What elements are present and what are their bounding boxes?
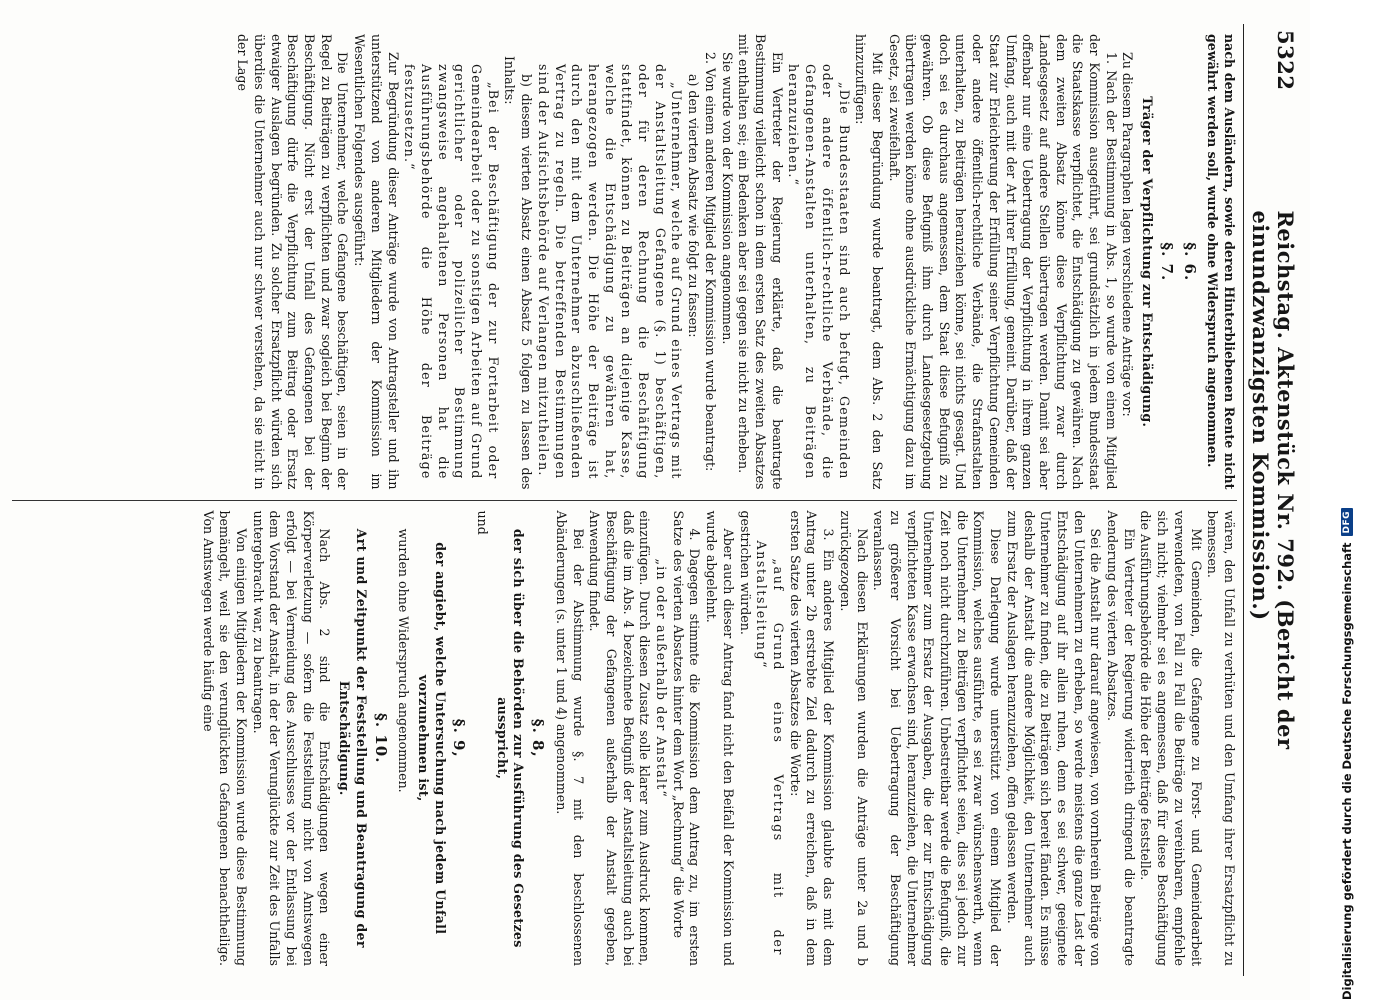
text-columns: [12, 24, 1237, 976]
paragraph: 1. Nach der Bestimmung in Abs. 1, so wurde von einem Mitglied der Kommission ausgeführt, sei grundsätzlich in jedem Bundesstaat die Staatskasse verpflichtet, die Entschädigung zu gewähren. Nach dem zweiten Absatz könne diese Verpflichtung zwar durch Landesgesetz auf andere Stellen übertragen werden. Damit sei aber offenbar nur eine Uebertragung der Verpflichtung in ihrem ganzen Umfang, auch mit der Art ihrer Erfüllung, gemeint. Darüber, daß der Staat zur Erleichterung der Erfüllung seiner Verpflichtung Gemeinden oder andere öffentlich-rechtliche Verbände, die Strafanstalten unterhalten, zu Beiträgen heranziehen könne, sei nichts gesagt. Und doch sei es durchaus angemessen, dem Staat diese Befugniß zu gewähren. Ob diese Befugniß ihm durch Landesgesetzgebung übertragen werden könne ohne ausdrückliche Ermächtigung dazu im Gesetz, sei zweifelhaft.: [886, 34, 1119, 490]
section-10-heading: §. 10.: [371, 713, 390, 764]
paragraph: Diese Darlegung wurde unterstützt von einem Mitglied der Kommission, welches ausführte, es sei zwar wünschenswerth, wenn die Unternehmer zu Beiträgen verpflichtet seien, dies sei jedoch zur Zeit noch nicht durchzuführen. Unbestreitbar werde die Befugniß, die Unternehmer zum Ersatz der Ausgaben, die der zur Entschädigung verpflichteten Kasse erwachsen sind, heranzuziehen, die Unternehmer zu größerer Vorsicht bei Uebertragung der Beschäftigung veranlassen.: [871, 510, 1004, 966]
paragraph: Aber auch dieser Antrag fand nicht den Beifall der Kommission und wurde abgelehnt.: [704, 510, 736, 966]
paragraph: 4. Dagegen stimmte die Kommission dem Antrag zu, im ersten Satze des vierten Absatzes hinter dem Wort „Rechnung“ die Worte: [670, 510, 703, 966]
paragraph: Sei die Anstalt nur darauf angewiesen, von vornherein Beiträge von den Unternehmern zu erheben, so werde meistens die ganze Last der Entschädigung auf ihr allein ruhen, denn es sei schwer, geeignete Unternehmer zu finden, die zu Beiträgen sich bereit fänden. Es müsse deshalb der Anstalt die andere Möglichkeit, den Unternehmer auch zum Ersatz der Auslagen heranzuziehen, offen gelassen werden.: [1004, 510, 1104, 966]
paragraph: wurden ohne Widerspruch angenommen.: [396, 528, 412, 793]
paragraph: Zur Begründung dieser Anträge wurde von Antragsteller und ihn unterstützend von anderen Mitgliedern der Kommission im Wesentlichen Folgendes ausgeführt:: [352, 34, 401, 490]
section-6-heading: §. 6.: [1180, 242, 1199, 282]
paragraph: Ein Vertreter der Regierung erklärte, daß die beantragte Bestimmung vielleicht schon in dem ersten Satz des zweiten Absatzes mit enthalten sei; ein Bedenken aber sei gegen sie nicht zu erheben.: [736, 34, 785, 490]
section-7-heading: §. 7.: [1157, 242, 1176, 282]
credit-text: Digitalisierung gefördert durch die Deutsche Forschungsgemeinschaft: [1340, 542, 1354, 1000]
paragraph: gestrichen würden.: [737, 510, 753, 635]
header-rule: [1243, 24, 1244, 976]
quoted-text: „in oder außerhalb der Anstalt“: [654, 558, 670, 799]
paragraph: 3. Ein anderes Mitglied der Kommission glaubte das mit dem Antrag unter 2b erstrebte Ziel dadurch zu erreichen, daß in dem ersten Satze des vierten Absatzes die Worte:: [787, 510, 837, 966]
quoted-text: „auf Grund eines Vertrags mit der Anstaltsleitung“: [754, 540, 787, 956]
paragraph: Mit Gemeinden, die Gefangene zu Forst- und Gemeindearbeit verwendeten, von Fall zu Fall die Beiträge zu vereinbaren, empfehle sich nicht; vielmehr sei es angemessen, daß für diese Beschäftigung die Ausführungsbehörde die Höhe der Beiträge feststelle.: [1138, 510, 1204, 966]
paragraph: und: [475, 510, 491, 535]
section-7-title: Träger der Verpflichtung zur Entschädigung.: [1140, 96, 1156, 428]
page-header: [1244, 24, 1298, 976]
paragraph: Nach diesen Erklärungen wurden die Anträge unter 2a und b zurückgezogen.: [837, 510, 870, 966]
list-item: a) den vierten Absatz wie folgt zu fassen:: [686, 74, 702, 338]
section-8-heading: §. 8,: [529, 718, 548, 758]
paragraph: Nach Abs. 2 sind die Entschädigungen wegen einer Körperverletzung — sofern die Feststellung nicht von Amtswegen erfolgt — bei Vermeidung des Ausschlusses vor der Entlassung bei dem Vorstand der Anstalt, in der der Verunglückte zur Zeit des Unfalls untergebracht war, zu beantragen.: [250, 510, 333, 966]
paragraph: Von einigen Mitgliedern der Kommission wurde diese Bestimmung bemängelt, weil sie den verunglückten Gefangenen benachtheilige. Von Amtswegen werde häufig eine: [200, 510, 249, 966]
quoted-text: „Bei der Beschäftigung der zur Fortarbeit oder Gemeindearbeit oder zu sonstigen Arbeiten auf Grund gerichtlicher oder polizeilicher Bestimmung zwangsweise angehaltenen Personen hat die Ausführungsbehörde die Höhe der Beiträge festzusetzen.“: [402, 64, 501, 480]
intro-text: nach dem Ausländern, sowie deren Hinterbliebenen Rente nicht gewährt werden soll, wurde ohne Widerspruch angenommen.: [1205, 34, 1237, 490]
paragraph: Bei der Abstimmung wurde §. 7 mit den beschlossenen Abänderungen (s. unter 1 und 4) angenommen.: [553, 510, 586, 966]
section-10-title: Art und Zeitpunkt der Feststellung und Beantragung der Entschädigung.: [337, 528, 369, 948]
digitization-credit: [1338, 510, 1356, 1000]
page-title: Reichstag. Aktenstück Nr. 792. (Bericht der einundzwanzigsten Kommission.): [1248, 210, 1298, 750]
right-column: [12, 501, 1237, 977]
paragraph: wären, den Unfall zu verhüten und den Umfang ihrer Ersatzpflicht zu bemessen.: [1205, 510, 1237, 966]
paragraph: Sie wurde von der Kommission angenommen.: [719, 52, 735, 345]
paragraph: Mit dieser Begründung wurde beantragt, dem Abs. 2 den Satz hinzuzufügen:: [853, 34, 885, 490]
paragraph: Ein Vertreter der Regierung widerrieth dringend die beantragte Aenderung des vierten Absatzes.: [1105, 510, 1137, 966]
section-9-heading: §. 9,: [450, 718, 469, 758]
paragraph: einzufügen. Durch diesen Zusatz solle klarer zum Ausdruck kommen, daß die im Abs. 4 bezeichnete Befugniß der Anstaltsleitung auch bei Beschäftigung der Gefangenen außerhalb der Anstalt gegeben, Anwendung findet.: [587, 510, 653, 966]
quoted-text: „Unternehmer, welche auf Grund eines Vertrags mit der Anstaltsleitung Gefangene (§. 1) beschäftigen, oder für deren Rechnung die Beschäftigung stattfindet, können zu Beiträgen an diejenige Kasse, welche die Entschädigung zu gewähren hat, herangezogen werden. Die Höhe der Beiträge ist durch den mit dem Unternehmer abzuschließenden Vertrag zu regeln. Die betreffenden Bestimmungen sind der Aufsichtsbehörde auf Verlangen mitzutheilen.: [535, 64, 685, 480]
left-column: [12, 24, 1237, 500]
list-item: b) diesem vierten Absatz einen Absatz 5 folgen zu lassen des Inhalts:: [502, 56, 535, 490]
paragraph: 2. Von einem anderen Mitglied der Kommission wurde beantragt:: [702, 52, 718, 472]
dfg-logo: DFG: [1341, 508, 1353, 537]
page-number: 5322: [1273, 30, 1298, 91]
quoted-text: „Die Bundesstaaten sind auch befugt, Gemeinden oder andere öffentlich-rechtliche Verbände, die Gefangenen-Anstalten unterhalten, zu Beiträgen heranzuziehen.“: [786, 64, 852, 480]
section-9-title: der angiebt, welche Untersuchung nach jedem Unfall vorzunehmen ist,: [415, 542, 448, 935]
section-8-title: der sich über die Behörden zur Ausführung des Gesetzes ausspricht,: [494, 528, 527, 948]
paragraph: Die Unternehmer, welche Gefangene beschäftigen, seien in der Regel zu Beiträgen zu verpflichten und zwar sogleich bei Beginn der Beschäftigung. Nicht erst der Unfall des Gefangenen bei der Beschäftigung dürfe die Verpflichtung zum Beitrag oder Ersatz etwaiger Auslagen begründen. Zu solcher Ersatzpflicht würden sich überdies die Unternehmer auch nur schwer verstehen, da sie nicht in der Lage: [235, 34, 351, 490]
paragraph: Zu diesem Paragraphen lagen verschiedene Anträge vor:: [1120, 52, 1136, 417]
